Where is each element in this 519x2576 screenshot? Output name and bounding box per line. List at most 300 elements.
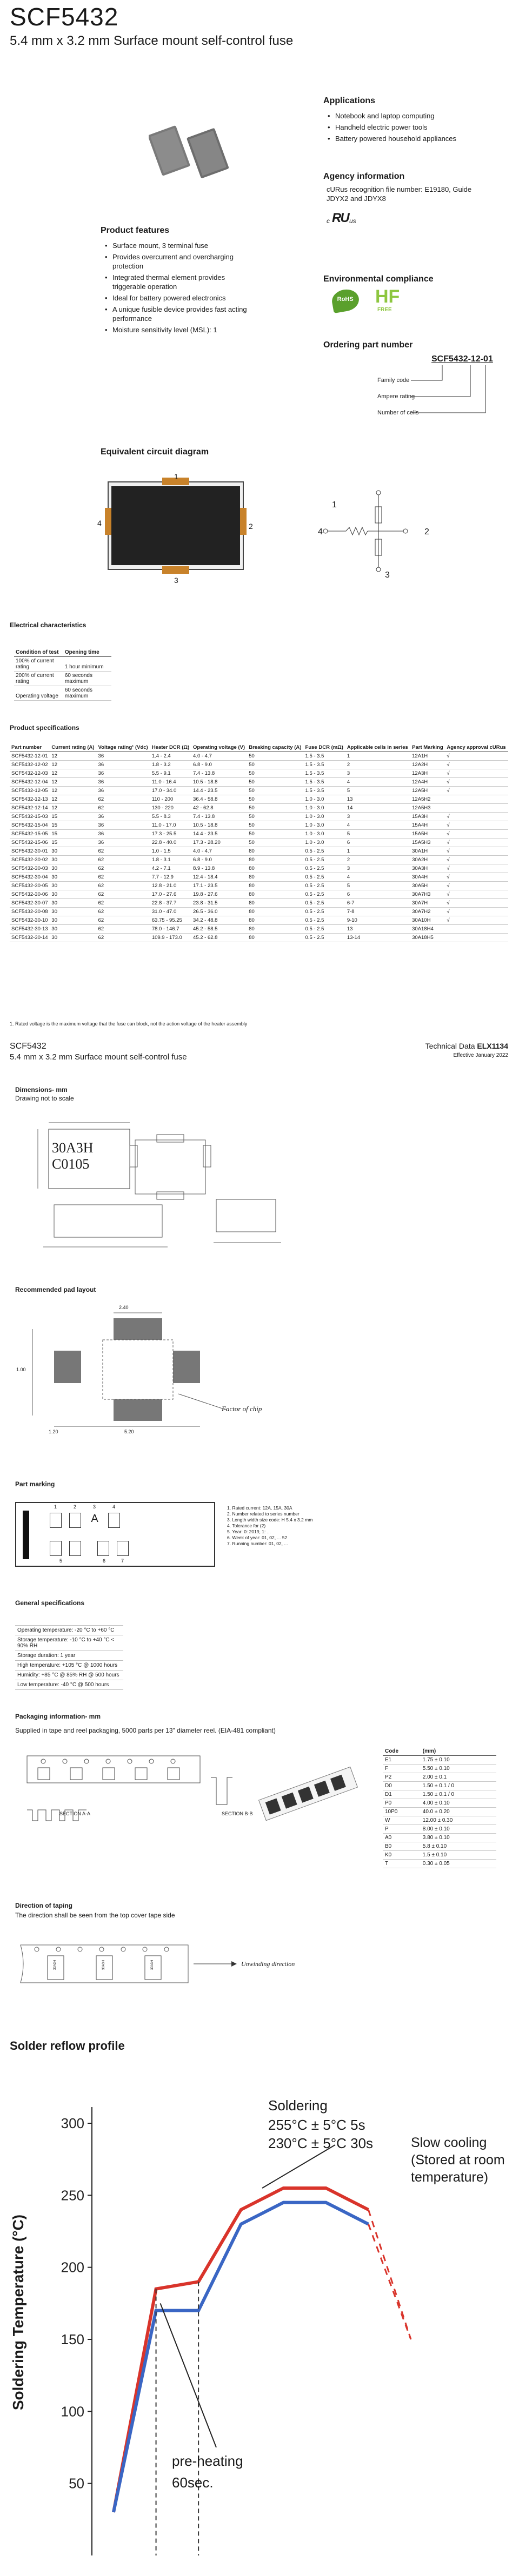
section-bb-label: SECTION B-B xyxy=(222,1811,253,1816)
table-cell: 1.5 - 3.5 xyxy=(304,752,345,761)
table-row: Storage temperature: -10 °C to +40 °C < 90% RH xyxy=(15,1635,123,1651)
table-cell: SCF5432-15-03 xyxy=(10,813,50,821)
table-cell: 1.8 - 3.2 xyxy=(150,761,191,769)
taping-text: The direction shall be seen from the top cover tape side xyxy=(15,1911,175,1919)
table-row xyxy=(10,830,508,838)
table-cell: T xyxy=(383,1860,421,1868)
table-cell: 62 xyxy=(97,804,150,813)
taping-heading: Direction of taping xyxy=(15,1902,72,1909)
table-cell: 0.5 - 2.5 xyxy=(304,847,345,856)
table-cell: SCF5432-30-02 xyxy=(10,856,50,864)
table-cell: 80 xyxy=(247,856,303,864)
specs-heading: Product specifications xyxy=(10,724,79,732)
table-cell: 62 xyxy=(97,882,150,890)
table-cell: 4.2 - 7.1 xyxy=(150,864,191,873)
table-cell: 1.8 - 3.1 xyxy=(150,856,191,864)
table-row xyxy=(383,1816,496,1825)
table-cell: √ xyxy=(445,778,508,787)
marking-diagram: A 1 2 3 4 5 6 7 xyxy=(15,1502,215,1567)
table-row xyxy=(383,1790,496,1799)
table-cell: 36 xyxy=(97,761,150,769)
table-cell: 1.5 - 3.5 xyxy=(304,761,345,769)
table-cell: SCF5432-30-13 xyxy=(10,925,50,934)
ordering-code: SCF5432-12-01 xyxy=(431,354,493,364)
pad-dim: 2.40 xyxy=(119,1305,129,1310)
table-cell xyxy=(445,795,508,804)
table-cell: 36.4 - 58.8 xyxy=(191,795,247,804)
halogen-free-icon: HF FREE xyxy=(375,286,400,313)
pad-dim: 1.00 xyxy=(16,1367,26,1372)
table-row: Storage duration: 1 year xyxy=(15,1651,123,1661)
table-cell: 12A1H xyxy=(410,752,445,761)
table-row xyxy=(383,1834,496,1842)
table-cell: SCF5432-12-01 xyxy=(10,752,50,761)
table-cell: √ xyxy=(445,830,508,838)
table-row xyxy=(383,1765,496,1773)
table-cell: 17.3 - 25.5 xyxy=(150,830,191,838)
table-cell: 12A4H xyxy=(410,778,445,787)
packaging-heading: Packaging information- mm xyxy=(15,1713,101,1720)
table-cell: 0.5 - 2.5 xyxy=(304,925,345,934)
soldering-title: Soldering xyxy=(268,2097,328,2114)
table-cell: 4.0 - 4.7 xyxy=(191,847,247,856)
table-cell: SCF5432-30-04 xyxy=(10,873,50,882)
table-cell: 7.7 - 12.9 xyxy=(150,873,191,882)
features-heading: Product features xyxy=(101,226,170,235)
table-row xyxy=(383,1756,496,1765)
table-cell: P xyxy=(383,1825,421,1834)
marking-heading: Part marking xyxy=(15,1480,55,1488)
dimension-drawing xyxy=(22,1113,292,1253)
specs-table: Part number Current rating (A) Voltage rating¹ (Vdc) Heater DCR (Ω) Operating voltage (V) Breaking capacity (A) Fuse DCR (mΩ) Applicable cells in series Part Marking Agency approval cURus SCF5432-12-01 12 36 1.4 - 2.4 4.0 - 4.7 50 1.5 - 3.5 1 12A1H √ SCF5432-12-02 12 36 1.8 - 3.2 6.8 - 9.0 50 1.5 - 3.5 2 12A2H √ SCF5432-12-03 12 36 5.5 - 9.1 7.4 - 13.8 50 1.5 - 3.5 3 12A3H √ SCF5432-12-04 12 36 11.0 - 16.4 10.5 - 18.8 50 1.5 - 3.5 4 12A4H √ SCF5432-12-05 12 36 17.0 - 34.0 14.4 - 23.5 50 1.5 - 3.5 5 12A5H √ SCF5432-12-13 12 62 110 - 200 36.4 - 58.8 50 1.0 - 3.0 13 12A5H2 SCF5432-12-14 12 62 130 - 220 42 - 62.8 50 1.0 - 3.0 14 12A5H3 SCF5432-15-03 15 36 5.5 - 8.3 7.4 - 13.8 50 1.0 - 3.0 3 15A3H √ SCF5432-15-04 15 36 11.0 - 17.0 10.5 - 18.8 50 1.0 - 3.0 4 15A4H √ SCF5432-15-05 15 36 17.3 - 25.5 14.4 - 23.5 50 1.0 - 3.0 5 15A5H √ SCF5432-15-06 15 36 22.8 - 40.0 17.3 - 28.20 50 1.0 - 3.0 6 15A5H3 √ SCF5432-30-01 30 62 1.0 - 1.5 4.0 - 4.7 80 0.5 - 2.5 1 30A1H √ SCF5432-30-02 30 62 1.8 - 3.1 6.8 - 9.0 80 0.5 - 2.5 2 30A2H √ SCF5432-30-03 30 62 4.2 - 7.1 8.9 - 13.8 80 0.5 - 2.5 3 30A3H √ SCF5432-30-04 30 62 7.7 - 12.9 12.4 - 18.4 80 0.5 - 2.5 4 30A4H √ SCF5432-30-05 30 62 12.8 - 21.0 17.1 - 23.5 80 0.5 - 2.5 5 30A5H √ SCF5432-30-06 30 62 17.0 - 27.6 19.8 - 27.6 80 0.5 - 2.5 6 30A7H3 √ SCF5432-30-07 30 62 22.8 - 37.7 23.8 - 31.5 80 0.5 - 2.5 6-7 30A7H √ SCF5432-30-08 30 62 31.0 - 47.0 26.5 - 36.0 80 0.5 - 2.5 7-8 30A7H2 √ SCF5432-30-10 30 62 63.75 - 95.25 34.2 - 48.8 80 0.5 - 2.5 9-10 30A10H √ SCF5432-30-13 30 62 78.0 - 146.7 45.2 - 58.5 80 0.5 - 2.5 13 30A18H4 SCF5432-30-14 30 62 109.9 - 173.0 45.2 - 62.8 80 0.5 - 2.5 13-14 30A18H5 xyxy=(10,743,508,942)
table-cell: √ xyxy=(445,908,508,916)
table-cell: 50 xyxy=(247,769,303,778)
table-cell: SCF5432-30-05 xyxy=(10,882,50,890)
table-cell: 30A10H xyxy=(410,916,445,925)
marking-line-1: 30A3H xyxy=(52,1140,94,1156)
table-row: 200% of current rating 60 seconds maximum xyxy=(14,672,111,686)
table-row xyxy=(383,1842,496,1851)
table-cell: 1.4 - 2.4 xyxy=(150,752,191,761)
table-cell: 14.4 - 23.5 xyxy=(191,787,247,795)
electrical-heading: Electrical characteristics xyxy=(10,621,86,629)
cooling-line xyxy=(368,2224,411,2339)
table-cell: 1.50 ± 0.1 / 0 xyxy=(421,1782,496,1790)
table-cell: 6.8 - 9.0 xyxy=(191,856,247,864)
table-cell: 14.4 - 23.5 xyxy=(191,830,247,838)
table-row xyxy=(10,761,508,769)
table-cell: 30 xyxy=(50,890,96,899)
table-row xyxy=(10,821,508,830)
table-cell: 50 xyxy=(247,752,303,761)
table-cell: 80 xyxy=(247,847,303,856)
tape-drawing xyxy=(22,1745,368,1837)
table-cell: 4 xyxy=(345,873,410,882)
table-cell: 30 xyxy=(50,925,96,934)
specs-footnote: 1. Rated voltage is the maximum voltage that the fuse can block, not the action voltage of the heater assembly xyxy=(10,1021,248,1027)
table-cell: 0.5 - 2.5 xyxy=(304,890,345,899)
table-row: Humidity: +85 °C @ 85% RH @ 500 hours xyxy=(15,1671,123,1680)
table-cell: 12 xyxy=(50,761,96,769)
table-cell: 30 xyxy=(50,882,96,890)
table-cell: 30 xyxy=(50,847,96,856)
table-cell: 31.0 - 47.0 xyxy=(150,908,191,916)
table-row xyxy=(10,908,508,916)
table-cell: 63.75 - 95.25 xyxy=(150,916,191,925)
circuit-schematic xyxy=(314,481,432,583)
table-cell: 17.3 - 28.20 xyxy=(191,838,247,847)
table-row xyxy=(10,769,508,778)
table-cell: SCF5432-30-14 xyxy=(10,934,50,942)
tape-chip-label: 30A3H xyxy=(102,1960,106,1970)
table-cell: 2.00 ± 0.1 xyxy=(421,1773,496,1782)
table-cell: SCF5432-12-02 xyxy=(10,761,50,769)
table-cell: 8.00 ± 0.10 xyxy=(421,1825,496,1834)
table-cell: 1.5 - 3.5 xyxy=(304,787,345,795)
table-cell: 5.50 ± 0.10 xyxy=(421,1765,496,1773)
y-tick-label: 300 xyxy=(61,2115,84,2131)
table-cell: 62 xyxy=(97,873,150,882)
table-cell: 0.30 ± 0.05 xyxy=(421,1860,496,1868)
table-cell: 0.5 - 2.5 xyxy=(304,882,345,890)
table-row xyxy=(383,1825,496,1834)
table-cell: SCF5432-12-05 xyxy=(10,787,50,795)
list-item: • A unique fusible device provides fast acting performance xyxy=(105,305,251,323)
ampere-rating-label: Ampere rating xyxy=(377,393,415,400)
table-cell: P2 xyxy=(383,1773,421,1782)
table-cell: 45.2 - 58.5 xyxy=(191,925,247,934)
table-cell: 62 xyxy=(97,856,150,864)
reflow-ylabel: Soldering Temperature (°C) xyxy=(10,2214,26,2411)
table-row xyxy=(10,804,508,813)
table-cell: W xyxy=(383,1816,421,1825)
table-cell: 10P0 xyxy=(383,1808,421,1816)
table-cell: √ xyxy=(445,838,508,847)
table-cell: 30 xyxy=(50,908,96,916)
table-cell: 80 xyxy=(247,899,303,908)
table-cell: 12A3H xyxy=(410,769,445,778)
table-cell: 15A4H xyxy=(410,821,445,830)
table-cell: 80 xyxy=(247,908,303,916)
y-tick-label: 250 xyxy=(61,2187,84,2204)
agency-heading: Agency information xyxy=(323,172,405,181)
table-cell: 4.0 - 4.7 xyxy=(191,752,247,761)
table-cell: 17.1 - 23.5 xyxy=(191,882,247,890)
circuit-heading: Equivalent circuit diagram xyxy=(101,447,209,457)
table-cell: 36 xyxy=(97,821,150,830)
table-cell: SCF5432-12-14 xyxy=(10,804,50,813)
table-cell xyxy=(445,934,508,942)
electrical-table: Condition of test Opening time 100% of current rating 1 hour minimum 200% of current rating 60 seconds maximum Operating voltage 60 seconds maximum xyxy=(14,648,111,701)
table-cell: 50 xyxy=(247,787,303,795)
table-cell: SCF5432-30-10 xyxy=(10,916,50,925)
packaging-text: Supplied in tape and reel packaging, 5000 parts per 13" diameter reel. (EIA-481 compliant) xyxy=(15,1727,276,1734)
table-cell: SCF5432-30-03 xyxy=(10,864,50,873)
ordering-heading: Ordering part number xyxy=(323,340,413,350)
list-item: • Moisture sensitivity level (MSL): 1 xyxy=(105,325,251,334)
table-cell: 1.5 - 3.5 xyxy=(304,769,345,778)
table-cell: 15 xyxy=(50,838,96,847)
table-cell: 15 xyxy=(50,821,96,830)
agency-text: cURus recognition file number: E19180, Guide JDYX2 and JDYX8 xyxy=(327,185,472,203)
table-cell: 19.8 - 27.6 xyxy=(191,890,247,899)
table-cell: 9-10 xyxy=(345,916,410,925)
schem-pin-label: 3 xyxy=(385,571,390,580)
table-cell: 50 xyxy=(247,795,303,804)
package-top-view xyxy=(101,475,252,583)
table-row xyxy=(383,1799,496,1808)
table-cell: 13 xyxy=(345,795,410,804)
table-row xyxy=(10,890,508,899)
table-cell: 62 xyxy=(97,916,150,925)
product-photo xyxy=(149,118,230,183)
table-cell: 1.0 - 3.0 xyxy=(304,795,345,804)
table-cell: 5 xyxy=(345,830,410,838)
table-cell: 8.9 - 13.8 xyxy=(191,864,247,873)
table-cell: 0.5 - 2.5 xyxy=(304,908,345,916)
table-cell: 6.8 - 9.0 xyxy=(191,761,247,769)
table-cell: √ xyxy=(445,769,508,778)
slow-cooling-label: Slow cooling (Stored at room temperature) xyxy=(411,2135,505,2185)
page-subtitle: 5.4 mm x 3.2 mm Surface mount self-control fuse xyxy=(10,33,294,48)
table-row xyxy=(10,787,508,795)
table-cell: SCF5432-15-05 xyxy=(10,830,50,838)
table-cell: 12.00 ± 0.30 xyxy=(421,1816,496,1825)
table-cell: 15 xyxy=(50,813,96,821)
table-cell: √ xyxy=(445,813,508,821)
table-cell: 62 xyxy=(97,864,150,873)
table-cell: 62 xyxy=(97,925,150,934)
page2-subtitle: 5.4 mm x 3.2 mm Surface mount self-control fuse xyxy=(10,1052,187,1062)
table-cell: 30 xyxy=(50,934,96,942)
table-cell: 62 xyxy=(97,934,150,942)
family-code-label: Family code xyxy=(377,377,410,384)
table-cell: 30 xyxy=(50,856,96,864)
table-cell: 10.5 - 18.8 xyxy=(191,821,247,830)
table-cell: 12 xyxy=(50,752,96,761)
table-cell: D1 xyxy=(383,1790,421,1799)
table-cell: √ xyxy=(445,899,508,908)
table-cell: 12 xyxy=(50,787,96,795)
table-cell: 4.00 ± 0.10 xyxy=(421,1799,496,1808)
table-cell: 30A5H xyxy=(410,882,445,890)
schem-pin-label: 2 xyxy=(424,527,429,536)
table-cell: 62 xyxy=(97,890,150,899)
table-row: 100% of current rating 1 hour minimum xyxy=(14,657,111,672)
table-cell: 15A3H xyxy=(410,813,445,821)
table-cell: 12 xyxy=(50,778,96,787)
table-row xyxy=(10,864,508,873)
table-row xyxy=(10,916,508,925)
table-cell: 11.0 - 17.0 xyxy=(150,821,191,830)
table-cell xyxy=(445,804,508,813)
unwinding-label: Unwinding direction xyxy=(241,1960,295,1968)
table-cell: 6 xyxy=(345,890,410,899)
table-row xyxy=(383,1782,496,1790)
y-tick-label: 150 xyxy=(61,2331,84,2347)
table-cell: 11.0 - 16.4 xyxy=(150,778,191,787)
table-row xyxy=(10,838,508,847)
table-cell: 30 xyxy=(50,916,96,925)
table-cell: 80 xyxy=(247,916,303,925)
table-cell: √ xyxy=(445,856,508,864)
list-item: • Provides overcurrent and overcharging protection xyxy=(105,252,251,271)
table-cell: 62 xyxy=(97,908,150,916)
table-cell: 14 xyxy=(345,804,410,813)
table-cell: 12.4 - 18.4 xyxy=(191,873,247,882)
table-cell: √ xyxy=(445,873,508,882)
table-cell: 0.5 - 2.5 xyxy=(304,934,345,942)
table-cell: 3 xyxy=(345,769,410,778)
rohs-leaf-icon: RoHS xyxy=(330,287,361,313)
table-cell: 1.75 ± 0.10 xyxy=(421,1756,496,1765)
table-row: High temperature: +105 °C @ 1000 hours xyxy=(15,1661,123,1671)
section-aa-label: SECTION A-A xyxy=(59,1811,91,1816)
table-cell: 6 xyxy=(345,838,410,847)
table-cell: SCF5432-12-13 xyxy=(10,795,50,804)
pin-label: 4 xyxy=(97,519,102,527)
cells-label: Number of cells xyxy=(377,410,419,416)
effective-date: Effective January 2022 xyxy=(453,1052,508,1058)
list-item: • Handheld electric power tools xyxy=(328,123,511,132)
reflow-heading: Solder reflow profile xyxy=(10,2039,125,2052)
preheat-line-2: 60sec. xyxy=(172,2474,214,2491)
table-cell: 50 xyxy=(247,778,303,787)
table-cell: 17.0 - 27.6 xyxy=(150,890,191,899)
dimensions-note: Drawing not to scale xyxy=(15,1095,74,1102)
table-cell: 42 - 62.8 xyxy=(191,804,247,813)
table-row xyxy=(383,1851,496,1860)
table-cell: √ xyxy=(445,882,508,890)
table-cell: 30A2H xyxy=(410,856,445,864)
table-cell: 50 xyxy=(247,838,303,847)
table-cell: 10.5 - 18.8 xyxy=(191,778,247,787)
soldering-line-2: 230°C ± 5°C 30s xyxy=(268,2135,374,2151)
table-cell: 30A7H xyxy=(410,899,445,908)
table-cell: 40.0 ± 0.20 xyxy=(421,1808,496,1816)
table-cell: 110 - 200 xyxy=(150,795,191,804)
pad-heading: Recommended pad layout xyxy=(15,1286,96,1293)
table-cell: P0 xyxy=(383,1799,421,1808)
table-cell: 50 xyxy=(247,813,303,821)
table-cell: B0 xyxy=(383,1842,421,1851)
table-cell xyxy=(445,925,508,934)
table-cell: 36 xyxy=(97,752,150,761)
table-cell: 50 xyxy=(247,830,303,838)
table-cell: 30A4H xyxy=(410,873,445,882)
table-cell: 0.5 - 2.5 xyxy=(304,864,345,873)
table-cell: 23.8 - 31.5 xyxy=(191,899,247,908)
table-row xyxy=(383,1808,496,1816)
general-table xyxy=(15,1625,123,1690)
list-item: • Integrated thermal element provides triggerable operation xyxy=(105,273,251,291)
table-cell: 34.2 - 48.8 xyxy=(191,916,247,925)
table-cell: 2 xyxy=(345,761,410,769)
table-cell: 78.0 - 146.7 xyxy=(150,925,191,934)
list-item: • Notebook and laptop computing xyxy=(328,111,511,120)
table-cell: √ xyxy=(445,821,508,830)
table-cell: √ xyxy=(445,847,508,856)
table-cell: 22.8 - 40.0 xyxy=(150,838,191,847)
table-cell: 5.8 ± 0.10 xyxy=(421,1842,496,1851)
table-cell: 80 xyxy=(247,934,303,942)
applications-heading: Applications xyxy=(323,96,376,105)
table-cell: 26.5 - 36.0 xyxy=(191,908,247,916)
preheat-line-1: pre-heating xyxy=(172,2453,243,2469)
table-row xyxy=(10,752,508,761)
table-cell: √ xyxy=(445,916,508,925)
table-cell: 1.0 - 1.5 xyxy=(150,847,191,856)
table-cell: 6-7 xyxy=(345,899,410,908)
ul-logo: c RU us xyxy=(327,211,356,225)
pin-label: 3 xyxy=(174,576,178,585)
table-cell: 4 xyxy=(345,821,410,830)
general-heading: General specifications xyxy=(15,1599,85,1607)
table-cell: 5 xyxy=(345,787,410,795)
applications-list xyxy=(328,111,511,145)
tape-chip-label: 30A3H xyxy=(54,1960,57,1970)
table-cell: 13-14 xyxy=(345,934,410,942)
table-cell: 45.2 - 62.8 xyxy=(191,934,247,942)
pad-dim: 5.20 xyxy=(124,1429,134,1434)
pin-label: 1 xyxy=(174,472,178,481)
table-cell: 80 xyxy=(247,882,303,890)
pin-label: 2 xyxy=(249,522,253,531)
list-item: • Battery powered household appliances xyxy=(328,134,511,143)
table-cell: 15 xyxy=(50,830,96,838)
table-row xyxy=(10,813,508,821)
table-row xyxy=(383,1773,496,1782)
table-cell: SCF5432-15-06 xyxy=(10,838,50,847)
table-cell: √ xyxy=(445,890,508,899)
table-cell: SCF5432-15-04 xyxy=(10,821,50,830)
table-cell: 17.0 - 34.0 xyxy=(150,787,191,795)
table-cell: √ xyxy=(445,761,508,769)
table-cell: SCF5432-12-04 xyxy=(10,778,50,787)
table-row xyxy=(10,882,508,890)
dimensions-heading: Dimensions- mm xyxy=(15,1086,68,1094)
table-row xyxy=(10,873,508,882)
soldering-line-1: 255°C ± 5°C 5s xyxy=(268,2117,365,2133)
table-row: Operating voltage 60 seconds maximum xyxy=(14,686,111,701)
y-tick-label: 200 xyxy=(61,2259,84,2276)
table-cell: 1.0 - 3.0 xyxy=(304,813,345,821)
table-cell: 0.5 - 2.5 xyxy=(304,873,345,882)
table-cell: 12A5H xyxy=(410,787,445,795)
table-row xyxy=(383,1860,496,1868)
table-row xyxy=(10,847,508,856)
table-cell: 0.5 - 2.5 xyxy=(304,899,345,908)
table-cell: SCF5432-30-06 xyxy=(10,890,50,899)
table-cell: 15A5H xyxy=(410,830,445,838)
table-cell: √ xyxy=(445,752,508,761)
table-cell: 1.5 ± 0.10 xyxy=(421,1851,496,1860)
table-cell: 13 xyxy=(345,925,410,934)
page-title: SCF5432 xyxy=(10,3,119,31)
table-cell: 30A1H xyxy=(410,847,445,856)
table-cell: 2 xyxy=(345,856,410,864)
table-cell: 7.4 - 13.8 xyxy=(191,813,247,821)
table-cell: 36 xyxy=(97,830,150,838)
table-cell: 3.80 ± 0.10 xyxy=(421,1834,496,1842)
table-cell: 36 xyxy=(97,769,150,778)
table-cell: 1.0 - 3.0 xyxy=(304,838,345,847)
table-cell: 0.5 - 2.5 xyxy=(304,916,345,925)
table-cell: 5.5 - 9.1 xyxy=(150,769,191,778)
pad-dim: 1.20 xyxy=(49,1429,58,1434)
table-cell: 130 - 220 xyxy=(150,804,191,813)
table-row xyxy=(10,856,508,864)
